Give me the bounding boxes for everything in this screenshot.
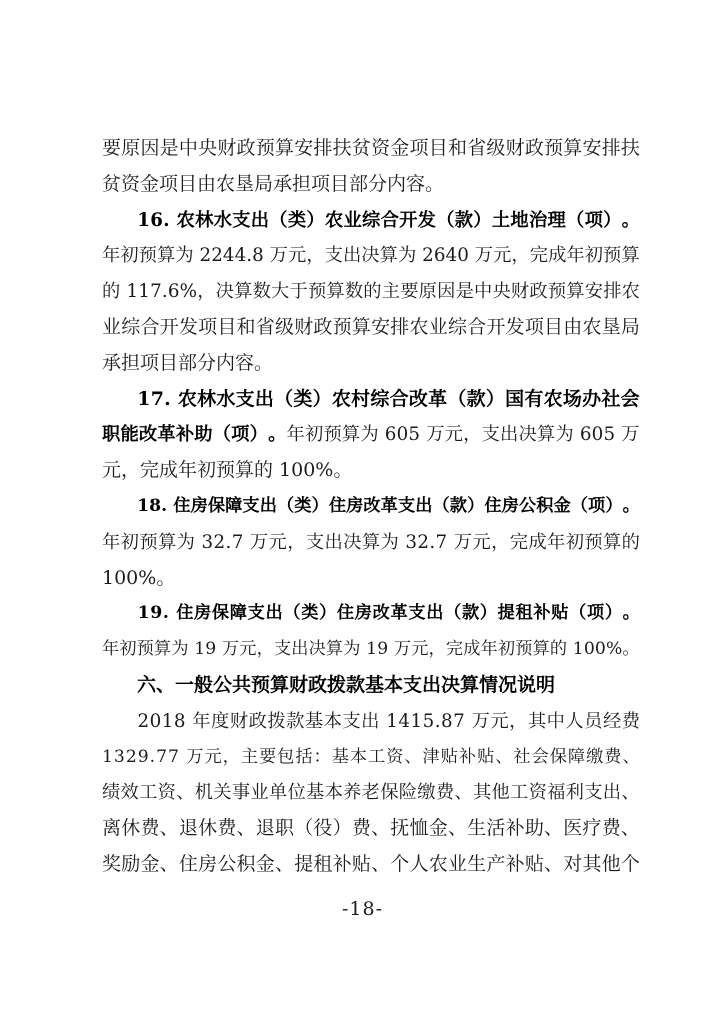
page-number: -18-: [341, 898, 384, 920]
text-segment: 贫资金项目由农垦局承担项目部分内容。: [102, 172, 445, 195]
para-15-overrun-line-2: [102, 167, 640, 203]
item-18-heading: 1 8 . 住 房 保 障 支 出 （ 类 ） 住 房 改 革 支 出 （ 款 ） 住 房 公 积 金 （ 项 ） 。: [137, 495, 640, 516]
item-18-body-line-2: [102, 561, 640, 597]
item-17-heading: 1 7 . 农 林 水 支 出 （ 类 ） 农 村 综 合 改 革 （ 款 ） 国 有 农 场 办 社 会: [137, 387, 640, 410]
item-17-body-line-2: [102, 453, 640, 489]
section-6-body-line-1: 2 0 1 8 年 度 财 政 拨 款 基 本 支 出 1 4 1 5 . 8 7 万 元 ， 其 中 人 员 经 费: [137, 710, 640, 732]
item-16-heading: 1 6 . 农 林 水 支 出 （ 类 ） 农 业 综 合 开 发 （ 款 ） 土 地 治 理 （ 项 ） 。: [137, 209, 640, 231]
text-block: [102, 131, 640, 883]
item-19-heading: 1 9 . 住 房 保 障 支 出 （ 类 ） 住 房 改 革 支 出 （ 款 ） 提 租 补 贴 （ 项 ） 。: [137, 603, 640, 624]
item-19-body-line-1: 年 初 预 算 为 1 9 万 元 ， 支 出 决 算 为 1 9 万 元 ， 完 成 年 初 预 算 的 1 0 0 % 。: [102, 639, 640, 660]
item-18-body-line-1: 年 初 预 算 为 3 2 . 7 万 元 ， 支 出 决 算 为 3 2 . 7 万 元 ， 完 成 年 初 预 算 的: [102, 531, 640, 553]
item-16-body-line-2: 的 1 1 7 . 6 % ， 决 算 数 大 于 预 算 数 的 主 要 原 因 是 中 央 财 政 预 算 安 排 农: [102, 281, 640, 303]
item-16-body-line-3: 业 综 合 开 发 项 目 和 省 级 财 政 预 算 安 排 农 业 综 合 开 发 项 目 由 农 垦 局: [102, 315, 640, 338]
text-segment: 100%。: [102, 566, 176, 589]
item-16-body-line-4: [102, 346, 640, 382]
para-15-overrun-line-1: 要 原 因 是 中 央 财 政 预 算 安 排 扶 贫 资 金 项 目 和 省 级 财 政 预 算 安 排 扶: [102, 137, 640, 159]
section-6-body-line-3: 绩 效 工 资 、 机 关 事 业 单 位 基 本 养 老 保 险 缴 费 、 其 他 工 资 福 利 支 出 、: [102, 782, 640, 804]
item-16-body-line-1: 年 初 预 算 为 2 2 4 4 . 8 万 元 ， 支 出 决 算 为 2 6 4 0 万 元 ， 完 成 年 初 预 算: [102, 245, 640, 267]
section-6-heading: [102, 668, 640, 704]
text-segment: 承担项目部分内容。: [102, 351, 274, 374]
section-6-body-line-4: 离 休 费 、 退 休 费 、 退 职 （ 役 ） 费 、 抚 恤 金 、 生 活 补 助 、 医 疗 费 、: [102, 817, 640, 840]
section-6-body-line-2: 1 3 2 9 . 7 7 万 元 ， 主 要 包 括 ： 基 本 工 资 、 津 贴 补 贴 、 社 会 保 障 缴 费 、: [102, 746, 640, 767]
text-segment: 六、一般公共预算财政拨款基本支出决算情况说明: [137, 673, 556, 696]
section-6-body-line-5: 奖 励 金 、 住 房 公 积 金 、 提 租 补 贴 、 个 人 农 业 生 产 补 贴 、 对 其 他 个: [102, 852, 640, 875]
text-segment: 元，完成年初预算的 100%。: [102, 459, 353, 482]
item-17-body-line-1: 职 能 改 革 补 助 （ 项 ） 。 年 初 预 算 为 6 0 5 万 元 ， 支 出 决 算 为 6 0 5 万: [102, 424, 640, 446]
